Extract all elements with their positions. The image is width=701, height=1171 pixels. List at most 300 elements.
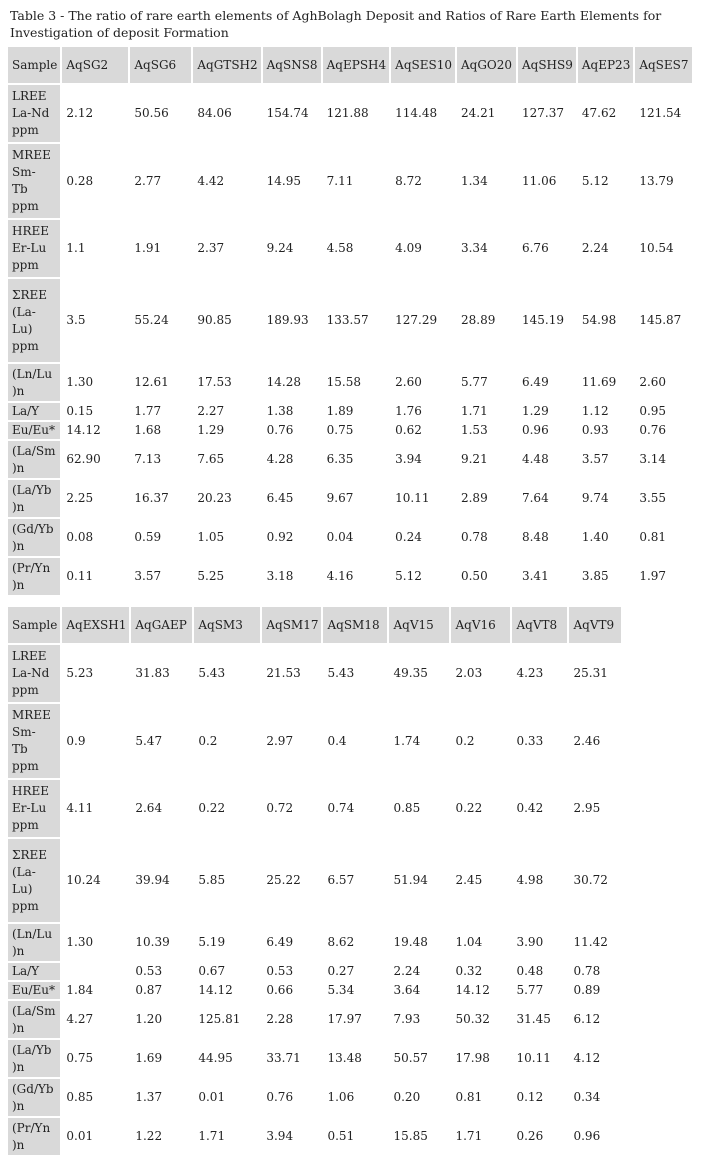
table-cell: 0.01 <box>194 1079 260 1116</box>
table-cell: 5.34 <box>323 982 387 999</box>
table-cell: 4.42 <box>193 144 260 218</box>
table-cell: 9.67 <box>323 480 390 517</box>
table-cell: 0.50 <box>457 558 516 595</box>
column-header: AqSM17 <box>262 607 321 643</box>
table-cell: 0.93 <box>578 422 633 439</box>
row-label-line: (La- <box>12 864 36 879</box>
row-label-line: (Pr/Yn <box>12 560 51 575</box>
row-label-line: ppm <box>12 818 39 832</box>
table-cell: 10.11 <box>391 480 455 517</box>
table-cell: 14.12 <box>62 422 128 439</box>
table-cell <box>62 963 129 980</box>
table-cell: 10.54 <box>635 220 691 277</box>
table-cell: 1.71 <box>457 403 516 420</box>
row-label-line: )n <box>12 460 25 475</box>
table-cell: 6.45 <box>263 480 321 517</box>
row-label <box>8 85 60 142</box>
row-label-line: )n <box>12 1098 25 1113</box>
table-row <box>8 645 621 702</box>
table-cell: 1.71 <box>194 1118 260 1155</box>
table-cell: 1.71 <box>451 1118 510 1155</box>
row-label-line: ppm <box>12 759 39 773</box>
table-cell: 145.19 <box>518 279 576 362</box>
row-label <box>8 441 60 478</box>
row-label-line: (La/Sm <box>12 443 56 458</box>
table-cell: 14.12 <box>194 982 260 999</box>
table-cell: 2.97 <box>262 704 321 778</box>
row-label <box>8 1040 60 1077</box>
table-cell: 30.72 <box>569 839 621 922</box>
table-cell: 2.77 <box>130 144 191 218</box>
column-header: AqGTSH2 <box>193 47 260 83</box>
table-row <box>8 924 621 961</box>
table-row <box>8 1079 621 1116</box>
table-row <box>8 480 692 517</box>
table-cell: 8.72 <box>391 144 455 218</box>
table-cell: 1.04 <box>451 924 510 961</box>
table-cell: 114.48 <box>391 85 455 142</box>
table-cell: 0.96 <box>569 1118 621 1155</box>
table-cell: 0.9 <box>62 704 129 778</box>
table-cell: 4.48 <box>518 441 576 478</box>
table-cell: 0.81 <box>635 519 691 556</box>
column-header: AqSNS8 <box>263 47 321 83</box>
row-label <box>8 220 60 277</box>
table-row <box>8 1040 621 1077</box>
table-row <box>8 364 692 401</box>
row-label <box>8 364 60 401</box>
table-row <box>8 704 621 778</box>
table-cell: 54.98 <box>578 279 633 362</box>
row-label <box>8 519 60 556</box>
row-label-line: Er-Lu <box>12 801 47 815</box>
table-cell: 55.24 <box>130 279 191 362</box>
row-label <box>8 924 60 961</box>
row-label-line: Lu) <box>12 321 33 336</box>
table-cell: 0.4 <box>323 704 387 778</box>
row-label <box>8 982 60 999</box>
table-cell: 1.22 <box>131 1118 192 1155</box>
row-label-line: (La/Yb <box>12 482 52 497</box>
table-cell: 0.2 <box>451 704 510 778</box>
table-cell: 4.12 <box>569 1040 621 1077</box>
row-label-line: ppm <box>12 123 39 137</box>
table-cell: 0.04 <box>323 519 390 556</box>
column-header: AqSES7 <box>635 47 691 83</box>
row-label-line: )n <box>12 577 25 592</box>
table-cell: 20.23 <box>193 480 260 517</box>
row-label <box>8 839 60 922</box>
row-label-line: La-Nd <box>12 106 50 120</box>
table-cell: 0.53 <box>131 963 192 980</box>
table-cell: 13.48 <box>323 1040 387 1077</box>
row-label-line: Lu) <box>12 881 33 896</box>
table-row <box>8 144 692 218</box>
table-cell: 11.69 <box>578 364 633 401</box>
table-cell: 1.76 <box>391 403 455 420</box>
ree-table-2 <box>6 605 623 1157</box>
table-cell: 0.76 <box>263 422 321 439</box>
table-cell: 2.12 <box>62 85 128 142</box>
table-cell: 5.12 <box>391 558 455 595</box>
table-cell: 2.37 <box>193 220 260 277</box>
table-cell: 1.68 <box>130 422 191 439</box>
table-cell: 0.42 <box>512 780 567 837</box>
table-cell: 1.91 <box>130 220 191 277</box>
row-label-line: ΣREE <box>12 847 48 862</box>
row-label-line: HREE <box>12 784 50 798</box>
table-cell: 11.42 <box>569 924 621 961</box>
table-cell: 0.48 <box>512 963 567 980</box>
table-cell: 2.60 <box>635 364 691 401</box>
table-cell: 17.53 <box>193 364 260 401</box>
table-cell: 0.66 <box>262 982 321 999</box>
column-header: AqSG2 <box>62 47 128 83</box>
table-cell: 0.96 <box>518 422 576 439</box>
table-cell: 8.48 <box>518 519 576 556</box>
table-cell: 10.24 <box>62 839 129 922</box>
table-cell: 5.47 <box>131 704 192 778</box>
table-cell: 0.27 <box>323 963 387 980</box>
table-cell: 7.65 <box>193 441 260 478</box>
table-cell: 1.29 <box>193 422 260 439</box>
table-caption: Table 3 - The ratio of rare earth elements of AghBolagh Deposit and Ratios of Rare Earth Elements for Investigation of deposit Formation <box>10 8 662 40</box>
table-cell: 1.74 <box>389 704 449 778</box>
table-cell: 0.62 <box>391 422 455 439</box>
table-cell: 14.95 <box>263 144 321 218</box>
table-cell: 8.62 <box>323 924 387 961</box>
table-cell: 12.61 <box>130 364 191 401</box>
table-cell: 13.79 <box>635 144 691 218</box>
table-cell: 127.29 <box>391 279 455 362</box>
table-cell: 0.85 <box>62 1079 129 1116</box>
table-cell: 2.46 <box>569 704 621 778</box>
table-cell: 0.75 <box>323 422 390 439</box>
table-cell: 10.39 <box>131 924 192 961</box>
table-cell: 4.28 <box>263 441 321 478</box>
row-label-line: ppm <box>12 199 39 213</box>
row-label-line: )n <box>12 1137 25 1152</box>
table-cell: 5.85 <box>194 839 260 922</box>
table-cell: 5.19 <box>194 924 260 961</box>
table-cell: 1.06 <box>323 1079 387 1116</box>
row-label <box>8 422 60 439</box>
table-cell: 50.32 <box>451 1001 510 1038</box>
column-header: AqGAEP <box>131 607 192 643</box>
table-cell: 7.93 <box>389 1001 449 1038</box>
table-cell: 11.06 <box>518 144 576 218</box>
column-header: AqSHS9 <box>518 47 576 83</box>
table-cell: 1.29 <box>518 403 576 420</box>
table-cell: 1.20 <box>131 1001 192 1038</box>
table-cell: 1.12 <box>578 403 633 420</box>
table-cell: 189.93 <box>263 279 321 362</box>
table-cell: 3.94 <box>391 441 455 478</box>
table-row <box>8 1001 621 1038</box>
table-cell: 5.23 <box>62 645 129 702</box>
row-label-line: MREE <box>12 148 51 162</box>
table-cell: 0.08 <box>62 519 128 556</box>
table-cell: 121.54 <box>635 85 691 142</box>
table-row <box>8 780 621 837</box>
table-cell: 3.85 <box>578 558 633 595</box>
table-cell: 0.81 <box>451 1079 510 1116</box>
table-cell: 2.89 <box>457 480 516 517</box>
table-cell: 4.98 <box>512 839 567 922</box>
table-cell: 3.18 <box>263 558 321 595</box>
table-cell: 1.38 <box>263 403 321 420</box>
table-cell: 0.85 <box>389 780 449 837</box>
table-cell: 3.94 <box>262 1118 321 1155</box>
table-cell: 0.34 <box>569 1079 621 1116</box>
row-label-line: Tb <box>12 742 28 756</box>
table-cell: 0.12 <box>512 1079 567 1116</box>
table-cell: 19.48 <box>389 924 449 961</box>
table-cell: 17.98 <box>451 1040 510 1077</box>
table-cell: 2.03 <box>451 645 510 702</box>
table-cell: 31.45 <box>512 1001 567 1038</box>
row-label <box>8 780 60 837</box>
row-label-line: ppm <box>12 338 39 353</box>
row-label-line: )n <box>12 499 25 514</box>
row-label <box>8 704 60 778</box>
row-label-line: (Pr/Yn <box>12 1120 51 1135</box>
table-cell: 28.89 <box>457 279 516 362</box>
table-row <box>8 85 692 142</box>
table-cell: 33.71 <box>262 1040 321 1077</box>
ree-table-1 <box>6 45 694 597</box>
row-label-line: Eu/Eu* <box>12 423 56 437</box>
table-cell: 4.16 <box>323 558 390 595</box>
table-cell: 1.37 <box>131 1079 192 1116</box>
table-cell: 1.05 <box>193 519 260 556</box>
row-label-line: Eu/Eu* <box>12 983 56 997</box>
table-cell: 4.09 <box>391 220 455 277</box>
table-cell: 1.40 <box>578 519 633 556</box>
table-cell: 24.21 <box>457 85 516 142</box>
row-label-line: HREE <box>12 224 50 238</box>
table-cell: 1.97 <box>635 558 691 595</box>
table-cell: 3.90 <box>512 924 567 961</box>
table-row <box>8 519 692 556</box>
table-cell: 0.51 <box>323 1118 387 1155</box>
table-cell: 17.97 <box>323 1001 387 1038</box>
table-row <box>8 422 692 439</box>
table-cell: 1.34 <box>457 144 516 218</box>
table-cell: 90.85 <box>193 279 260 362</box>
table-cell: 4.23 <box>512 645 567 702</box>
table-cell: 0.53 <box>262 963 321 980</box>
table-cell: 2.64 <box>131 780 192 837</box>
row-label <box>8 144 60 218</box>
table-row <box>8 982 621 999</box>
table-cell: 84.06 <box>193 85 260 142</box>
table-cell: 1.30 <box>62 924 129 961</box>
table-cell: 16.37 <box>130 480 191 517</box>
table-cell: 0.78 <box>569 963 621 980</box>
table-row <box>8 441 692 478</box>
table-cell: 5.25 <box>193 558 260 595</box>
table-cell: 14.12 <box>451 982 510 999</box>
column-header: AqSG6 <box>130 47 191 83</box>
table-cell: 14.28 <box>263 364 321 401</box>
table-cell: 44.95 <box>194 1040 260 1077</box>
row-label <box>8 963 60 980</box>
row-label-line: (Ln/Lu <box>12 366 53 381</box>
row-label <box>8 645 60 702</box>
table-cell: 7.11 <box>323 144 390 218</box>
table-cell: 0.72 <box>262 780 321 837</box>
row-label-line: ppm <box>12 898 39 913</box>
row-label-line: (Ln/Lu <box>12 926 53 941</box>
column-header: AqEXSH1 <box>62 607 129 643</box>
table-cell: 10.11 <box>512 1040 567 1077</box>
table-cell: 3.34 <box>457 220 516 277</box>
table-cell: 0.92 <box>263 519 321 556</box>
table-cell: 0.89 <box>569 982 621 999</box>
table-cell: 39.94 <box>131 839 192 922</box>
table-cell: 0.15 <box>62 403 128 420</box>
table-cell: 0.59 <box>130 519 191 556</box>
row-label-line: (Gd/Yb <box>12 521 54 536</box>
table-cell: 154.74 <box>263 85 321 142</box>
row-label-line: (La/Sm <box>12 1003 56 1018</box>
table-cell: 21.53 <box>262 645 321 702</box>
column-header: AqVT9 <box>569 607 621 643</box>
table-cell: 0.95 <box>635 403 691 420</box>
row-label-line: LREE <box>12 89 47 103</box>
table-cell: 0.67 <box>194 963 260 980</box>
table-row <box>8 1118 621 1155</box>
table-cell: 5.43 <box>194 645 260 702</box>
table-cell: 25.31 <box>569 645 621 702</box>
table-cell: 49.35 <box>389 645 449 702</box>
row-label-line: ppm <box>12 683 39 697</box>
table-row <box>8 279 692 362</box>
column-header: AqV15 <box>389 607 449 643</box>
table-cell: 15.58 <box>323 364 390 401</box>
row-label <box>8 480 60 517</box>
table-cell: 1.53 <box>457 422 516 439</box>
header-sample-label: Sample <box>8 607 60 643</box>
table-cell: 1.84 <box>62 982 129 999</box>
row-label-line: (La- <box>12 304 36 319</box>
table-cell: 6.49 <box>262 924 321 961</box>
table-cell: 9.74 <box>578 480 633 517</box>
table-row <box>8 220 692 277</box>
table-cell: 3.41 <box>518 558 576 595</box>
table-cell: 0.26 <box>512 1118 567 1155</box>
table-cell: 0.24 <box>391 519 455 556</box>
table-cell: 0.75 <box>62 1040 129 1077</box>
table-cell: 1.89 <box>323 403 390 420</box>
row-label-line: Er-Lu <box>12 241 47 255</box>
table-cell: 3.55 <box>635 480 691 517</box>
table-cell: 3.14 <box>635 441 691 478</box>
table-cell: 6.12 <box>569 1001 621 1038</box>
table-cell: 3.57 <box>130 558 191 595</box>
row-label-line: Tb <box>12 182 28 196</box>
table-cell: 1.1 <box>62 220 128 277</box>
table-row <box>8 963 621 980</box>
table-cell: 0.76 <box>635 422 691 439</box>
row-label-line: (Gd/Yb <box>12 1081 54 1096</box>
row-label-line: La/Y <box>12 404 40 418</box>
row-label-line: )n <box>12 383 25 398</box>
header-sample-label: Sample <box>8 47 60 83</box>
table-cell: 51.94 <box>389 839 449 922</box>
table-cell: 3.64 <box>389 982 449 999</box>
table-cell: 1.77 <box>130 403 191 420</box>
row-label-line: Sm- <box>12 725 36 739</box>
table-cell: 0.76 <box>262 1079 321 1116</box>
table-cell: 2.28 <box>262 1001 321 1038</box>
table-cell: 0.20 <box>389 1079 449 1116</box>
table-cell: 15.85 <box>389 1118 449 1155</box>
table-cell: 7.13 <box>130 441 191 478</box>
row-label <box>8 558 60 595</box>
row-label <box>8 1118 60 1155</box>
row-label-line: ppm <box>12 258 39 272</box>
table-row <box>8 558 692 595</box>
row-label-line: )n <box>12 538 25 553</box>
table-cell: 9.24 <box>263 220 321 277</box>
table-cell: 0.11 <box>62 558 128 595</box>
table-cell: 0.22 <box>451 780 510 837</box>
table-cell: 4.58 <box>323 220 390 277</box>
table-cell: 5.77 <box>457 364 516 401</box>
row-label-line: La/Y <box>12 964 40 978</box>
row-label <box>8 403 60 420</box>
row-label <box>8 279 60 362</box>
table-cell: 50.57 <box>389 1040 449 1077</box>
table-cell: 0.74 <box>323 780 387 837</box>
table-cell: 1.69 <box>131 1040 192 1077</box>
table-cell: 133.57 <box>323 279 390 362</box>
row-label-line: La-Nd <box>12 666 50 680</box>
table-row <box>8 403 692 420</box>
table-cell: 2.24 <box>389 963 449 980</box>
table-cell: 25.22 <box>262 839 321 922</box>
table-cell: 6.57 <box>323 839 387 922</box>
table-cell: 50.56 <box>130 85 191 142</box>
table-cell: 3.5 <box>62 279 128 362</box>
row-label-line: )n <box>12 1020 25 1035</box>
table-cell: 2.60 <box>391 364 455 401</box>
row-label-line: )n <box>12 1059 25 1074</box>
column-header: AqSM3 <box>194 607 260 643</box>
table-cell: 0.01 <box>62 1118 129 1155</box>
column-header: AqGO20 <box>457 47 516 83</box>
table-cell: 125.81 <box>194 1001 260 1038</box>
column-header: AqSES10 <box>391 47 455 83</box>
row-label-line: (La/Yb <box>12 1042 52 1057</box>
column-header: AqEPSH4 <box>323 47 390 83</box>
table-cell: 0.28 <box>62 144 128 218</box>
column-header: AqSM18 <box>323 607 387 643</box>
row-label-line: LREE <box>12 649 47 663</box>
row-label-line: )n <box>12 943 25 958</box>
column-header: AqEP23 <box>578 47 633 83</box>
table-cell: 9.21 <box>457 441 516 478</box>
table-cell: 145.87 <box>635 279 691 362</box>
table-cell: 0.33 <box>512 704 567 778</box>
table-cell: 2.24 <box>578 220 633 277</box>
table-cell: 62.90 <box>62 441 128 478</box>
table-cell: 0.32 <box>451 963 510 980</box>
table-cell: 2.95 <box>569 780 621 837</box>
table-cell: 2.27 <box>193 403 260 420</box>
